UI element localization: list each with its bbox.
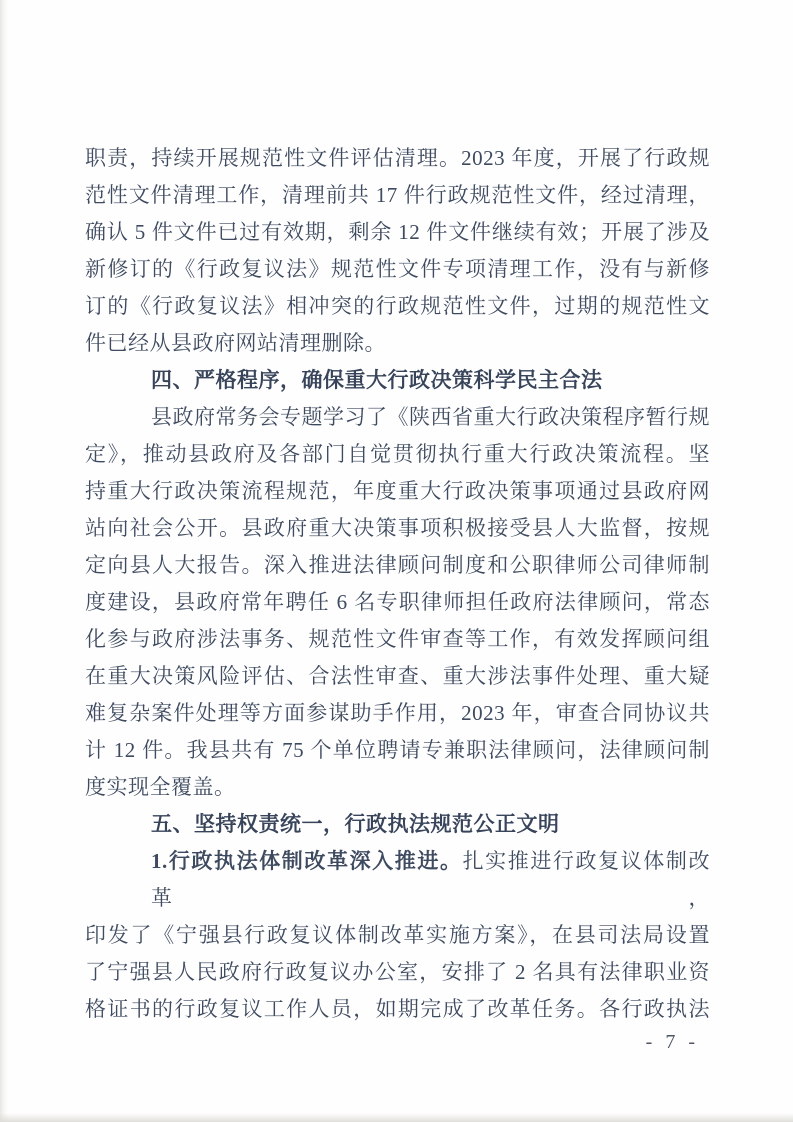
text-line: 了宁强县人民政府行政复议办公室，安排了 2 名具有法律职业资 [85, 960, 710, 984]
text-line: 化参与政府涉法事务、规范性文件审查等工作，有效发挥顾问组 [85, 627, 710, 651]
text-line: 度实现全覆盖。 [85, 775, 236, 799]
body-text [85, 140, 710, 1028]
scan-edge-artifact-left [0, 0, 8, 1122]
text-line: 定向县人大报告。深入推进法律顾问制度和公职律师公司律师制 [85, 553, 710, 577]
scan-shadow-bottom [0, 1113, 793, 1122]
text-line: 职责，持续开展规范性文件评估清理。2023 年度，开展了行政规 [85, 146, 710, 170]
text-line: 件已经从县政府网站清理删除。 [85, 331, 386, 355]
paragraph-lead-bold: 1.行政执法体制改革深入推进。 [151, 849, 463, 873]
text-line: 新修订的《行政复议法》规范性文件专项清理工作，没有与新修 [85, 257, 710, 281]
text-line: 格证书的行政复议工作人员，如期完成了改革任务。各行政执法 [85, 997, 710, 1021]
section-heading-5: 五、坚持权责统一，行政执法规范公正文明 [151, 812, 560, 836]
text-line: 计 12 件。我县共有 75 个单位聘请专兼职法律顾问，法律顾问制 [85, 738, 710, 762]
page-number: - 7 - [645, 1031, 699, 1053]
text-line: 度建设，县政府常年聘任 6 名专职律师担任政府法律顾问，常态 [85, 590, 710, 614]
text-line: 县政府常务会专题学习了《陕西省重大行政决策程序暂行规 [151, 405, 710, 429]
section-heading-4: 四、严格程序，确保重大行政决策科学民主合法 [151, 368, 603, 392]
text-line: 订的《行政复议法》相冲突的行政规范性文件，过期的规范性文 [85, 294, 710, 318]
text-line [85, 843, 710, 917]
text-line: 范性文件清理工作，清理前共 17 件行政规范性文件，经过清理， [85, 183, 710, 207]
text-line: 定》，推动县政府及各部门自觉贯彻执行重大行政决策流程。坚 [85, 442, 710, 466]
text-span: 扎实推进行政复议体制改革， [151, 849, 710, 910]
text-line: 站向社会公开。县政府重大决策事项积极接受县人大监督，按规 [85, 516, 710, 540]
text-line: 持重大行政决策流程规范，年度重大行政决策事项通过县政府网 [85, 479, 710, 503]
text-line: 难复杂案件处理等方面参谋助手作用，2023 年，审查合同协议共 [85, 701, 710, 725]
text-line: 在重大决策风险评估、合法性审查、重大涉法事件处理、重大疑 [85, 664, 710, 688]
text-line: 印发了《宁强县行政复议体制改革实施方案》，在县司法局设置 [85, 923, 710, 947]
text-line: 确认 5 件文件已过有效期，剩余 12 件文件继续有效；开展了涉及 [85, 220, 710, 244]
